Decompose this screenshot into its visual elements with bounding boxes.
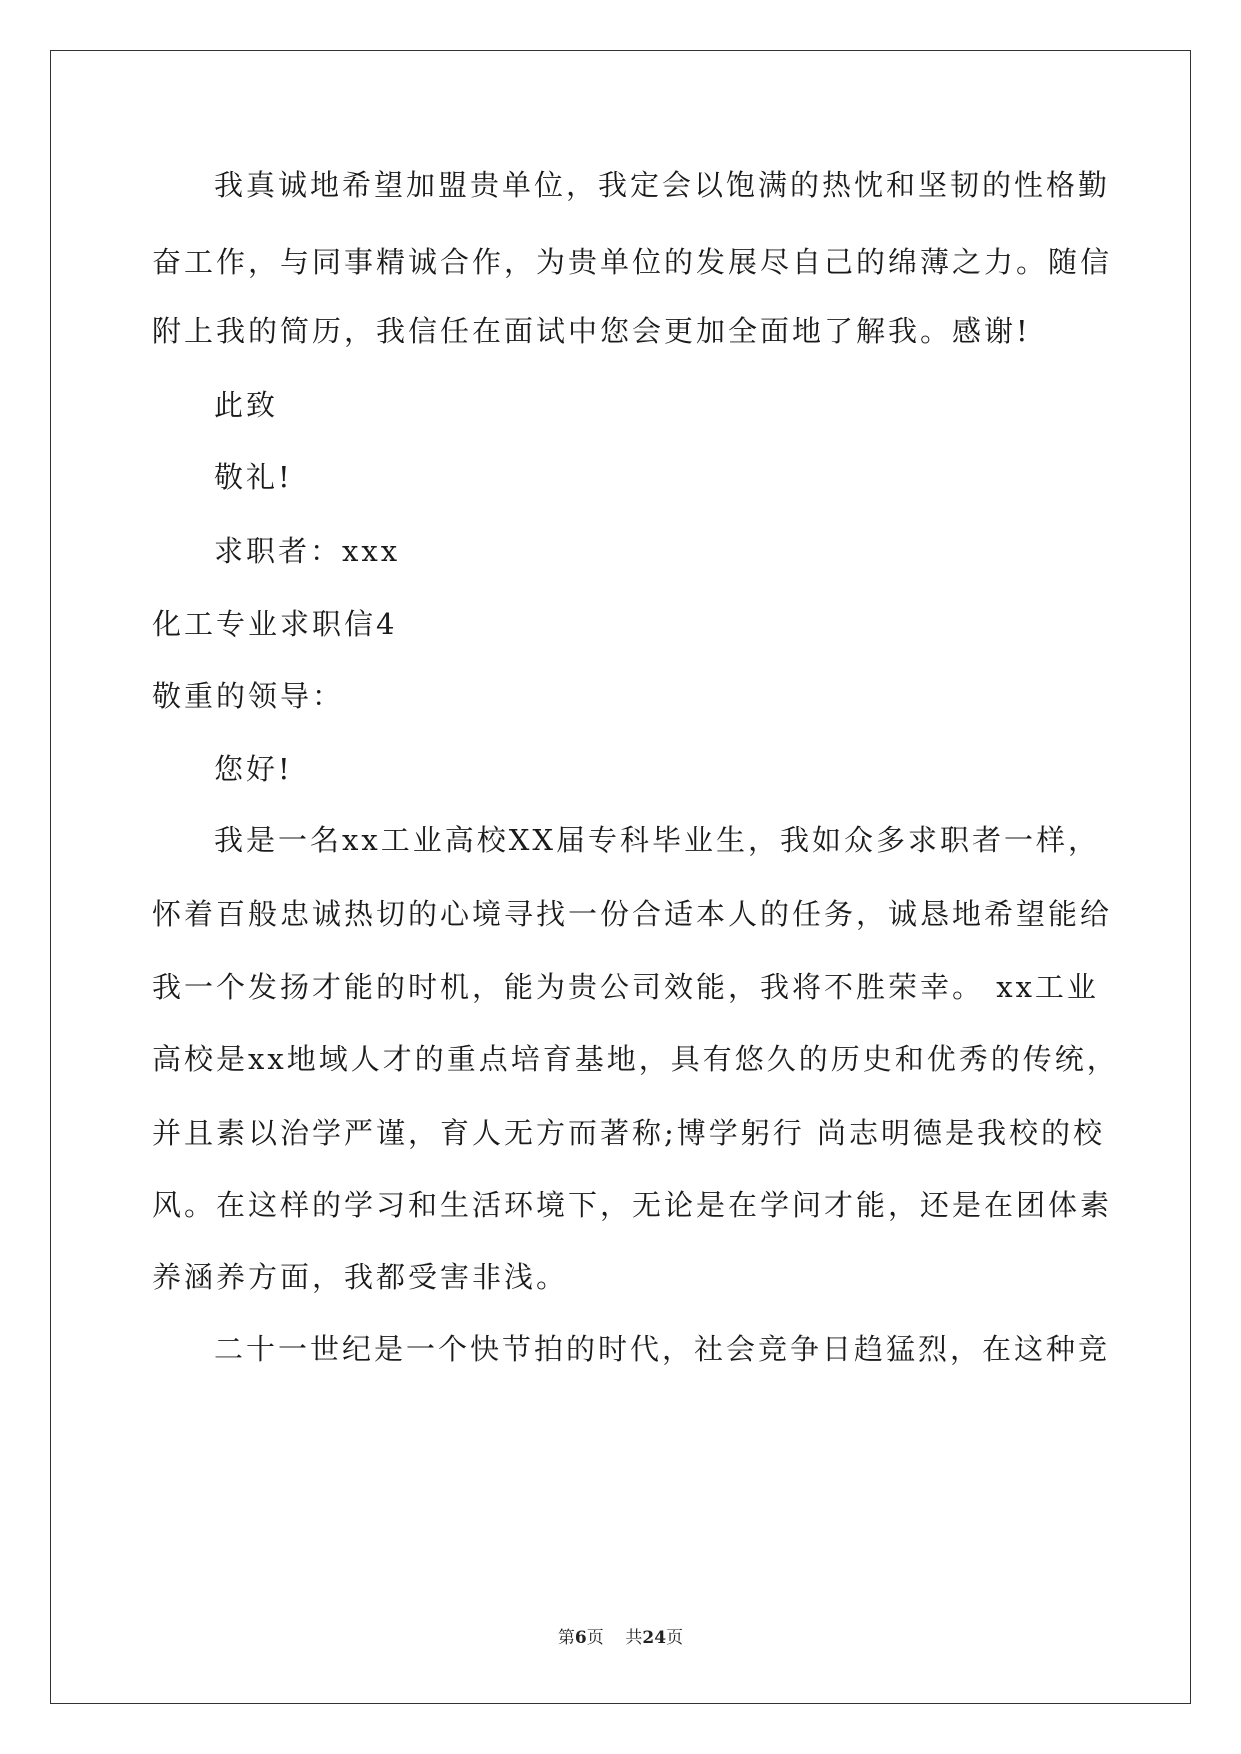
paragraph-line: 高校是xx地域人才的重点培育基地，具有悠久的历史和优秀的传统，: [152, 1042, 1119, 1076]
letter-greeting: 敬重的领导：: [152, 679, 345, 713]
page-footer: [0, 1627, 1241, 1649]
paragraph-line: 我是一名xx工业高校XX届专科毕业生，我如众多求职者一样，: [214, 823, 1101, 857]
paragraph-line: 并且素以治学严谨，育人无方而著称;博学躬行 尚志明德是我校的校: [152, 1116, 1105, 1150]
signature-applicant: 求职者：xxx: [214, 534, 401, 568]
paragraph-line: 怀着百般忠诚热切的心境寻找一份合适本人的任务，诚恳地希望能给: [152, 897, 1113, 931]
letter-hello: 您好!: [214, 752, 293, 786]
page-prefix: 第: [557, 1628, 575, 1648]
page-number: 6: [574, 1628, 587, 1648]
paragraph-line: 我真诚地希望加盟贵单位，我定会以饱满的热忱和坚韧的性格勤: [214, 168, 1111, 202]
paragraph-line: 我一个发扬才能的时机，能为贵公司效能，我将不胜荣幸。 xx工业: [152, 970, 1099, 1004]
total-suffix: 页: [666, 1628, 684, 1648]
paragraph-line: 养涵养方面，我都受害非浅。: [152, 1260, 569, 1294]
total-pages: 24: [642, 1628, 667, 1648]
salutation-regards: 敬礼!: [214, 460, 293, 494]
paragraph-line: 风。在这样的学习和生活环境下，无论是在学问才能，还是在团体素: [152, 1188, 1113, 1222]
salutation-closing: 此致: [214, 388, 279, 422]
paragraph-line: 奋工作，与同事精诚合作，为贵单位的发展尽自己的绵薄之力。随信: [152, 245, 1113, 279]
section-heading: 化工专业求职信4: [152, 607, 398, 641]
total-prefix: 共: [625, 1628, 643, 1648]
paragraph-line: 附上我的简历，我信任在面试中您会更加全面地了解我。感谢!: [152, 314, 1031, 348]
page-suffix: 页: [586, 1628, 604, 1648]
page-border: [50, 50, 1191, 1704]
paragraph-line: 二十一世纪是一个快节拍的时代，社会竞争日趋猛烈，在这种竞: [214, 1332, 1111, 1366]
